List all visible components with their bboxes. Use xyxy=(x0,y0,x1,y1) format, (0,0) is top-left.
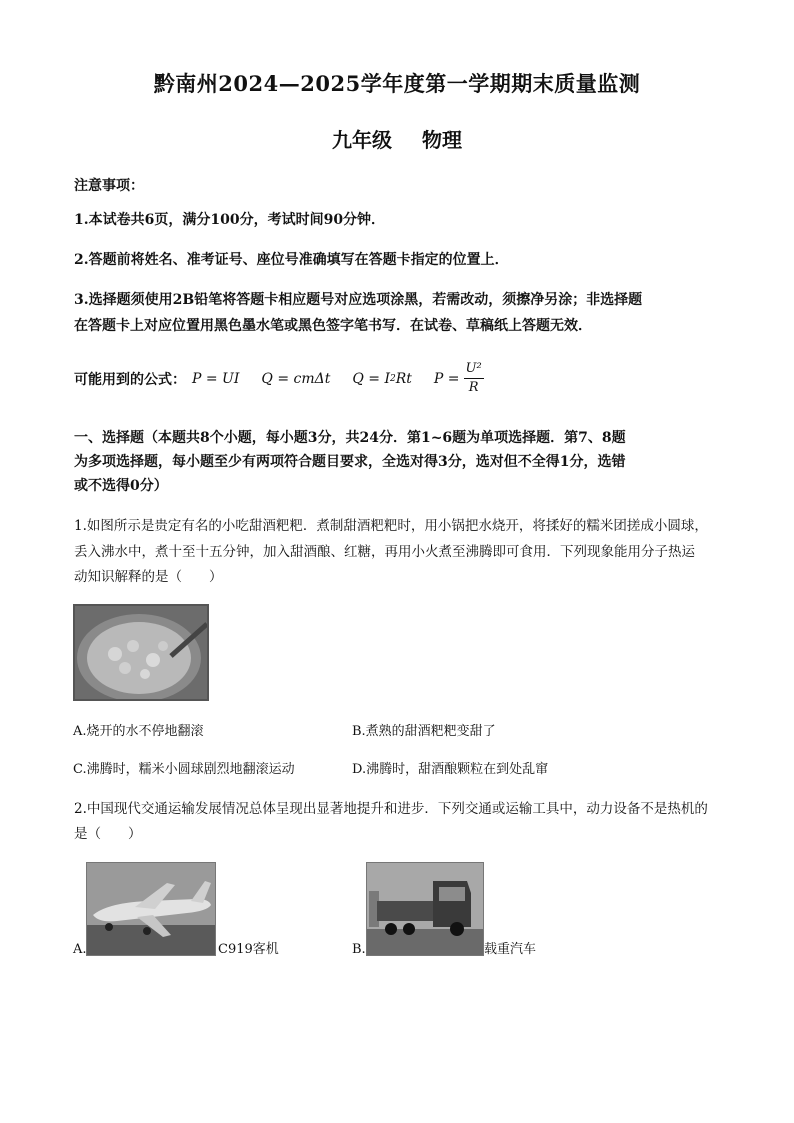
section1-line-1: 一、选择题（本题共8个小题，每小题3分，共24分．第1~6题为单项选择题．第7、8题 xyxy=(74,430,626,446)
airplane-image-icon xyxy=(87,863,215,955)
formula-joule: Q = I 2 Rt xyxy=(352,370,412,387)
notice-item-2: 2.答题前将姓名、准考证号、座位号准确填写在答题卡指定的位置上． xyxy=(74,252,509,268)
grade-label: 九年级 xyxy=(332,128,392,152)
notice-item-3-line-1: 3.选择题须使用2B铅笔将答题卡相应题号对应选项涂黑，若需改动，须擦净另涂；非选择题 xyxy=(74,292,643,308)
q1-option-d: D.沸腾时，甜酒酿颗粒在到处乱窜 xyxy=(352,762,549,777)
subject-label: 物理 xyxy=(422,128,462,152)
q2-option-b-prefix: B. xyxy=(352,942,366,957)
section1-line-3: 或不选得0分） xyxy=(74,478,168,494)
formula-label: 可能用到的公式： xyxy=(74,371,186,388)
q1-line-1: 1.如图所示是贵定有名的小吃甜酒粑粑．煮制甜酒粑粑时，用小锅把水烧开，将揉好的糯米团搓成小圆球， xyxy=(74,518,708,534)
q1-line-3: 动知识解释的是（ ） xyxy=(74,569,223,585)
q2-option-a-prefix: A. xyxy=(73,942,87,957)
formula-row xyxy=(74,360,484,397)
formula-heat: Q = cmΔt xyxy=(261,370,331,387)
q1-line-2: 丢入沸水中，煮十至十五分钟，加入甜酒酿、红糖，再用小火煮至沸腾即可食用．下列现象能用分子热运 xyxy=(74,544,695,560)
heavy-truck-photo xyxy=(366,862,484,956)
q2-line-2: 是（ ） xyxy=(74,826,142,842)
q1-option-b: B.煮熟的甜酒粑粑变甜了 xyxy=(352,724,496,739)
sweet-rice-cake-photo xyxy=(73,604,209,701)
q2-line-1: 2.中国现代交通运输发展情况总体呈现出显著地提升和进步．下列交通或运输工具中，动力设备不是热机的 xyxy=(74,801,708,817)
q2-option-b-label: 载重汽车 xyxy=(484,942,537,957)
c919-airliner-photo xyxy=(86,862,216,956)
formula-power-resistance: P = $\frac{\text{U²}}{R}$ xyxy=(433,361,482,395)
exam-subtitle xyxy=(0,124,794,153)
q1-option-c: C.沸腾时，糯米小圆球剧烈地翻滚运动 xyxy=(73,762,295,777)
q1-option-a: A.烧开的水不停地翻滚 xyxy=(73,724,204,739)
truck-image-icon xyxy=(367,863,483,955)
formula-power: P = UI xyxy=(192,370,240,387)
exam-title: 黔南州2024—2025学年度第一学期期末质量监测 xyxy=(153,71,641,96)
q2-option-a-label: C919客机 xyxy=(218,942,279,957)
bowl-image-icon xyxy=(75,606,207,699)
notice-item-3-line-2: 在答题卡上对应位置用黑色墨水笔或黑色签字笔书写．在试卷、草稿纸上答题无效． xyxy=(74,318,592,334)
section1-line-2: 为多项选择题，每小题至少有两项符合题目要求，全选对得3分，选对但不全得1分，选错 xyxy=(74,454,626,470)
notice-heading: 注意事项： xyxy=(74,178,144,194)
fraction: $\frac{\text{U²}}{R}$ xyxy=(465,361,482,395)
notice-item-1: 1.本试卷共6页，满分100分，考试时间90分钟． xyxy=(74,212,386,228)
